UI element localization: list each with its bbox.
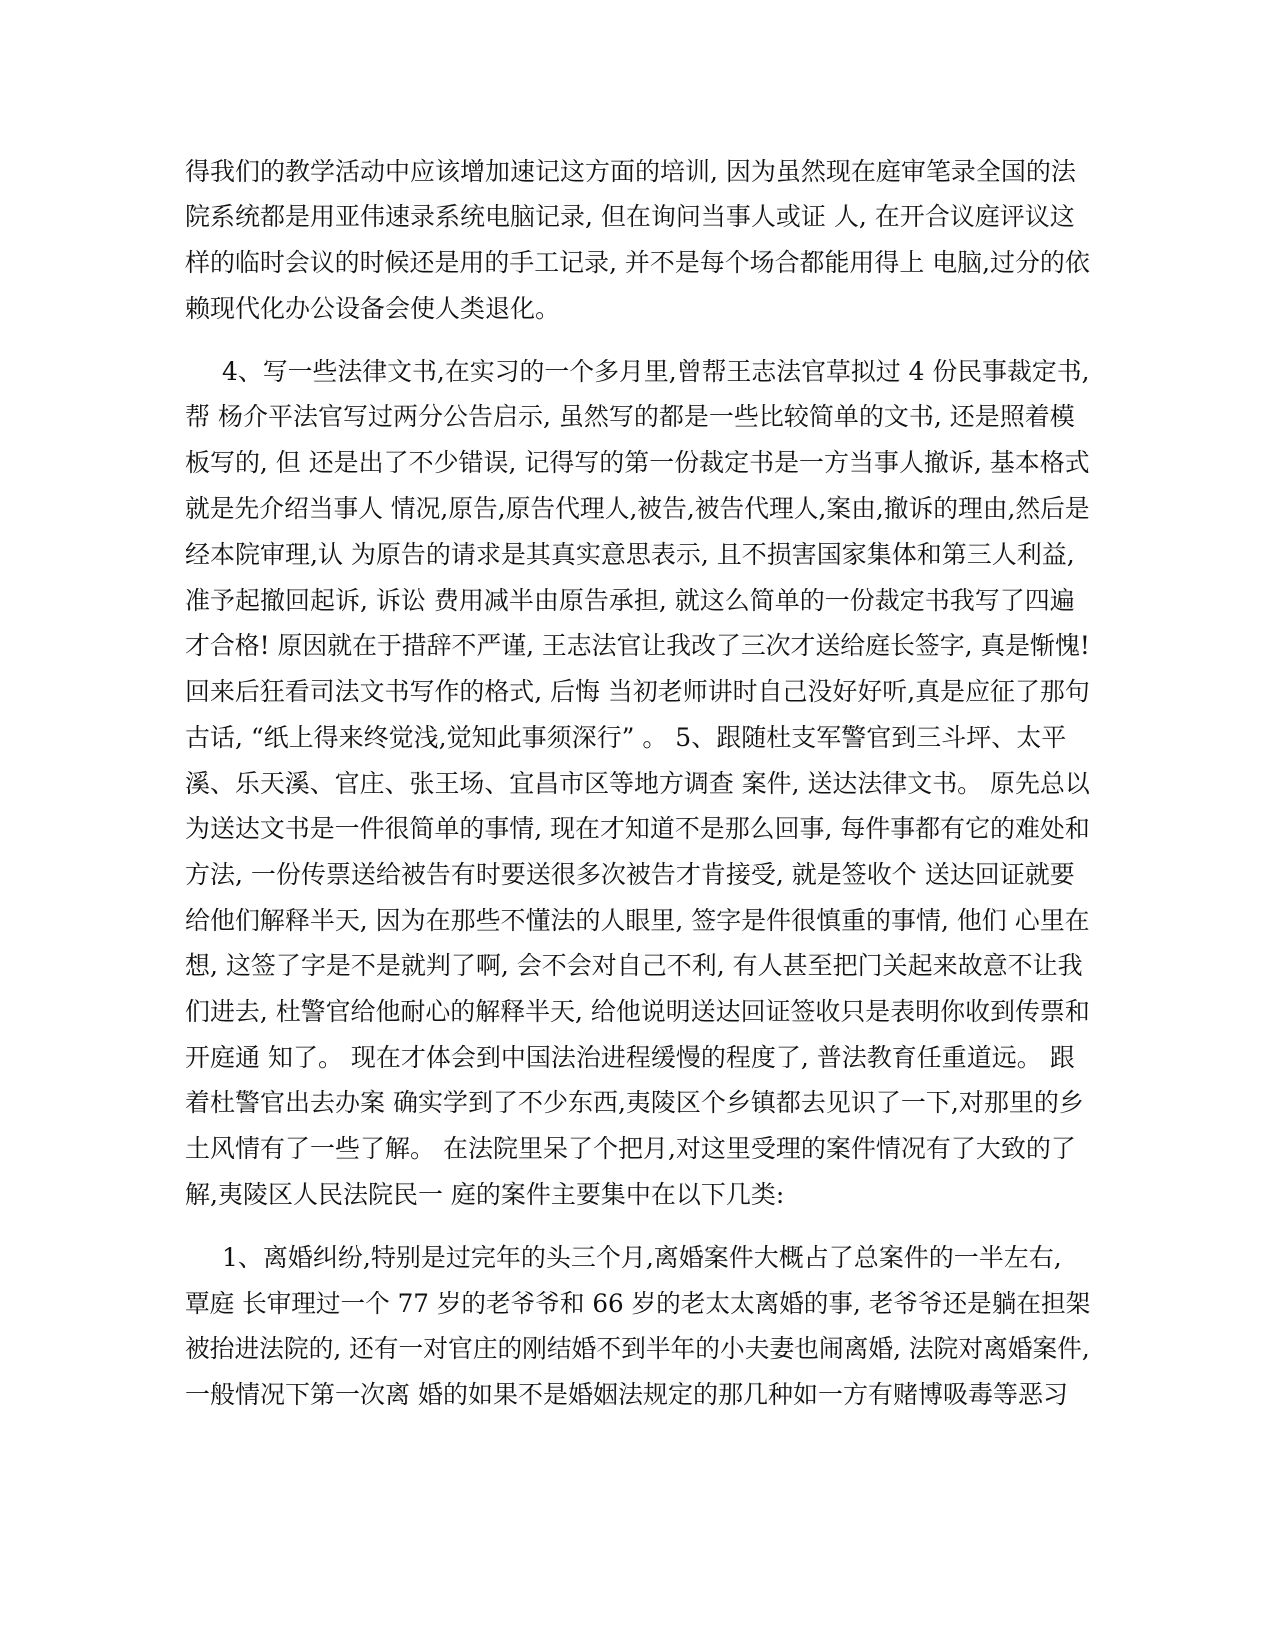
text-line: 赖现代化办公设备会使人类退化。 (185, 294, 561, 323)
text-line: 回来后狂看司法文书写作的格式, 后悔 当初老师讲时自己没好好听,真是应征了那句 (185, 677, 1090, 706)
text-line: 得我们的教学活动中应该增加速记这方面的培训, 因为虽然现在庭审笔录全国的法 (185, 157, 1076, 186)
text-line: 开庭通 知了。 现在才体会到中国法治进程缓慢的程度了, 普法教育任重道远。 跟 (185, 1043, 1075, 1072)
text-line: 板写的, 但 还是出了不少错误, 记得写的第一份裁定书是一方当事人撤诉, 基本格式 (185, 448, 1090, 477)
text-line: 们进去, 杜警官给他耐心的解释半天, 给他说明送达回证签收只是表明你收到传票和 (185, 997, 1090, 1026)
text-line: 解,夷陵区人民法院民一 庭的案件主要集中在以下几类: (185, 1180, 785, 1209)
text-line: 着杜警官出去办案 确实学到了不少东西,夷陵区个乡镇都去见识了一下,对那里的乡 (185, 1088, 1084, 1117)
text-line: 一般情况下第一次离 婚的如果不是婚姻法规定的那几种如一方有赌博吸毒等恶习 (185, 1380, 1068, 1409)
text-line: 想, 这签了字是不是就判了啊, 会不会对自己不利, 有人甚至把门关起来故意不让我 (185, 951, 1083, 980)
text-line: 给他们解释半天, 因为在那些不懂法的人眼里, 签字是件很慎重的事情, 他们 心里在 (185, 906, 1090, 935)
text-line: 经本院审理,认 为原告的请求是其真实意思表示, 且不损害国家集体和第三人利益, (185, 540, 1075, 569)
text-line: 才合格! 原因就在于措辞不严谨, 王志法官让我改了三次才送给庭长签字, 真是惭愧! (185, 631, 1090, 660)
text-line: 覃庭 长审理过一个 77 岁的老爷爷和 66 岁的老太太离婚的事, 老爷爷还是躺在担架 (185, 1289, 1091, 1318)
text-line: 就是先介绍当事人 情况,原告,原告代理人,被告,被告代理人,案由,撤诉的理由,然后是 (185, 494, 1090, 523)
text-line: 准予起撤回起诉, 诉讼 费用减半由原告承担, 就这么简单的一份裁定书我写了四遍 (185, 586, 1075, 615)
text-line: 样的临时会议的时候还是用的手工记录, 并不是每个场合都能用得上 电脑,过分的依 (185, 248, 1090, 277)
text-line: 被抬进法院的, 还有一对官庄的刚结婚不到半年的小夫妻也闹离婚, 法院对离婚案件, (185, 1334, 1090, 1363)
text-line: 古话, “纸上得来终觉浅,觉知此事须深行” 。 5、跟随杜支军警官到三斗坪、太平 (185, 723, 1067, 752)
text-line: 土风情有了一些了解。 在法院里呆了个把月,对这里受理的案件情况有了大致的了 (185, 1134, 1076, 1163)
text-line: 院系统都是用亚伟速录系统电脑记录, 但在询问当事人或证 人, 在开合议庭评议这 (185, 202, 1075, 231)
text-line: 4、写一些法律文书,在实习的一个多月里,曾帮王志法官草拟过 4 份民事裁定书, (222, 357, 1090, 386)
text-line: 溪、乐天溪、官庄、张王场、宜昌市区等地方调查 案件, 送达法律文书。 原先总以 (185, 769, 1090, 798)
text-line: 1、离婚纠纷,特别是过完年的头三个月,离婚案件大概占了总案件的一半左右, (222, 1243, 1062, 1272)
text-line: 帮 杨介平法官写过两分公告启示, 虽然写的都是一些比较简单的文书, 还是照着模 (185, 402, 1075, 431)
text-line: 为送达文书是一件很简单的事情, 现在才知道不是那么回事, 每件事都有它的难处和 (185, 814, 1090, 843)
text-line: 方法, 一份传票送给被告有时要送很多次被告才肯接受, 就是签收个 送达回证就要 (185, 860, 1075, 889)
